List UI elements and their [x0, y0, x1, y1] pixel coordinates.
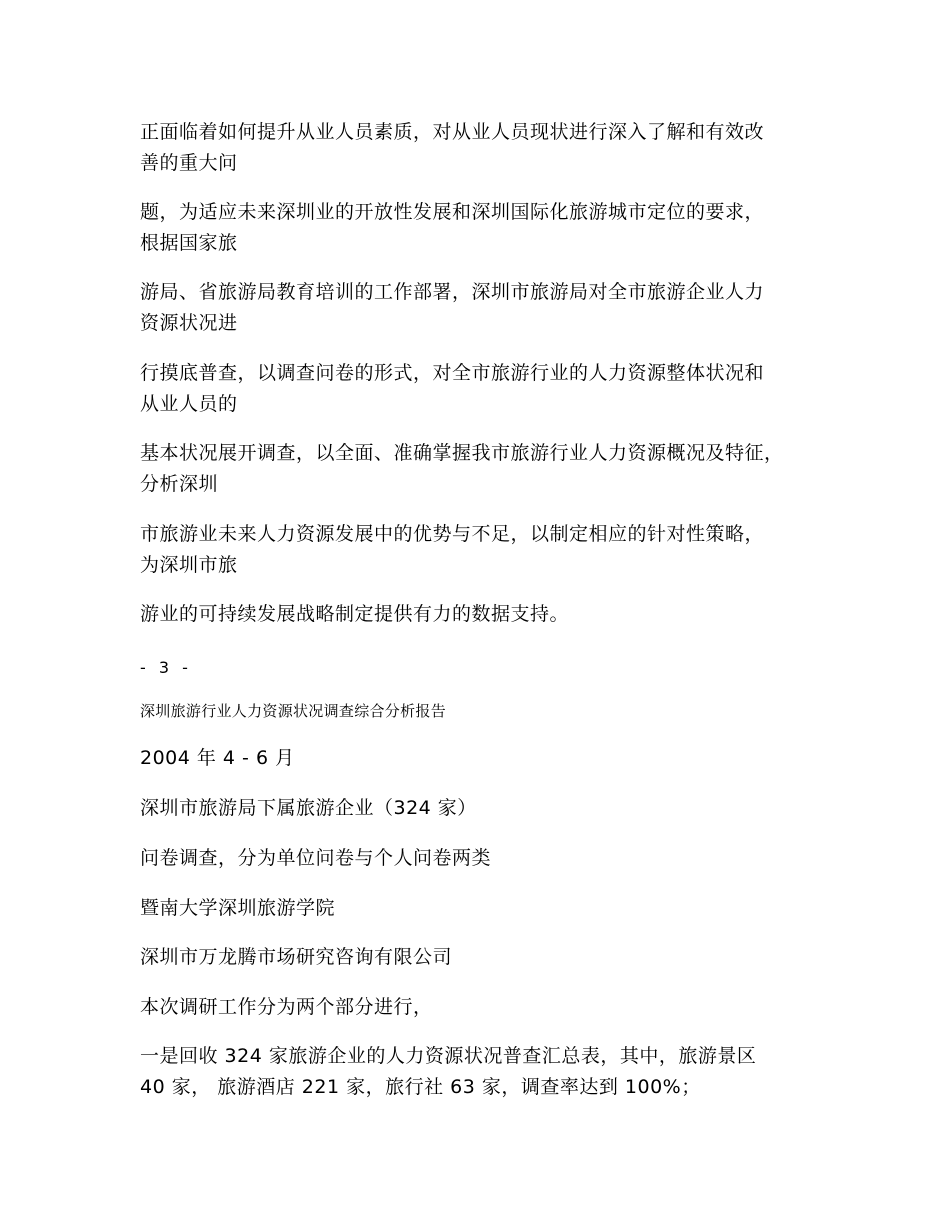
- info-line-institution: 暨南大学深圳旅游学院: [140, 897, 336, 919]
- text-line: 资源状况进: [140, 312, 238, 334]
- final-paragraph: [140, 1041, 840, 1103]
- info-line-method: 问卷调查，分为单位问卷与个人问卷两类: [140, 847, 492, 869]
- body-paragraph-3: [140, 277, 840, 339]
- text-line: 基本状况展开调查，以全面、准确掌握我市旅游行业人力资源概况及特征，: [140, 442, 784, 464]
- info-line-date: 2004 年 4 - 6 月: [140, 747, 295, 769]
- text-line: 游局、省旅游局教育培训的工作部署，深圳市旅游局对全市旅游企业人力: [140, 281, 765, 303]
- body-paragraph-7: [140, 599, 840, 630]
- text-line: 题，为适应未来深圳业的开放性发展和深圳国际化旅游城市定位的要求，: [140, 201, 765, 223]
- text-line: 40 家， 旅游酒店 221 家，旅行社 63 家，调查率达到 100%；: [140, 1076, 701, 1098]
- body-paragraph-2: [140, 197, 840, 259]
- body-paragraph-6: [140, 519, 840, 581]
- text-line: 从业人员的: [140, 393, 238, 415]
- body-paragraph-1: [140, 117, 840, 179]
- text-line: 一是回收 324 家旅游企业的人力资源状况普查汇总表，其中，旅游景区: [140, 1045, 757, 1067]
- report-title: 深圳旅游行业人力资源状况调查综合分析报告: [140, 702, 447, 720]
- text-line: 善的重大问: [140, 152, 238, 174]
- text-line: 市旅游业未来人力资源发展中的优势与不足，以制定相应的针对性策略，: [140, 523, 765, 545]
- text-line: 根据国家旅: [140, 232, 238, 254]
- text-line: 分析深圳: [140, 473, 219, 495]
- text-line: 行摸底普查，以调查问卷的形式，对全市旅游行业的人力资源整体状况和: [140, 362, 765, 384]
- text-line: 正面临着如何提升从业人员素质，对从业人员现状进行深入了解和有效改: [140, 121, 765, 143]
- info-line-company: 深圳市万龙腾市场研究咨询有限公司: [140, 946, 453, 968]
- body-paragraph-5: [140, 438, 840, 500]
- info-line-scope: 深圳市旅游局下属旅游企业（324 家）: [140, 797, 477, 819]
- text-line: 游业的可持续发展战略制定提供有力的数据支持。: [140, 603, 570, 625]
- info-line-intro: 本次调研工作分为两个部分进行，: [140, 996, 433, 1018]
- text-line: 为深圳市旅: [140, 554, 238, 576]
- page-number: - 3 -: [140, 658, 192, 677]
- body-paragraph-4: [140, 358, 840, 420]
